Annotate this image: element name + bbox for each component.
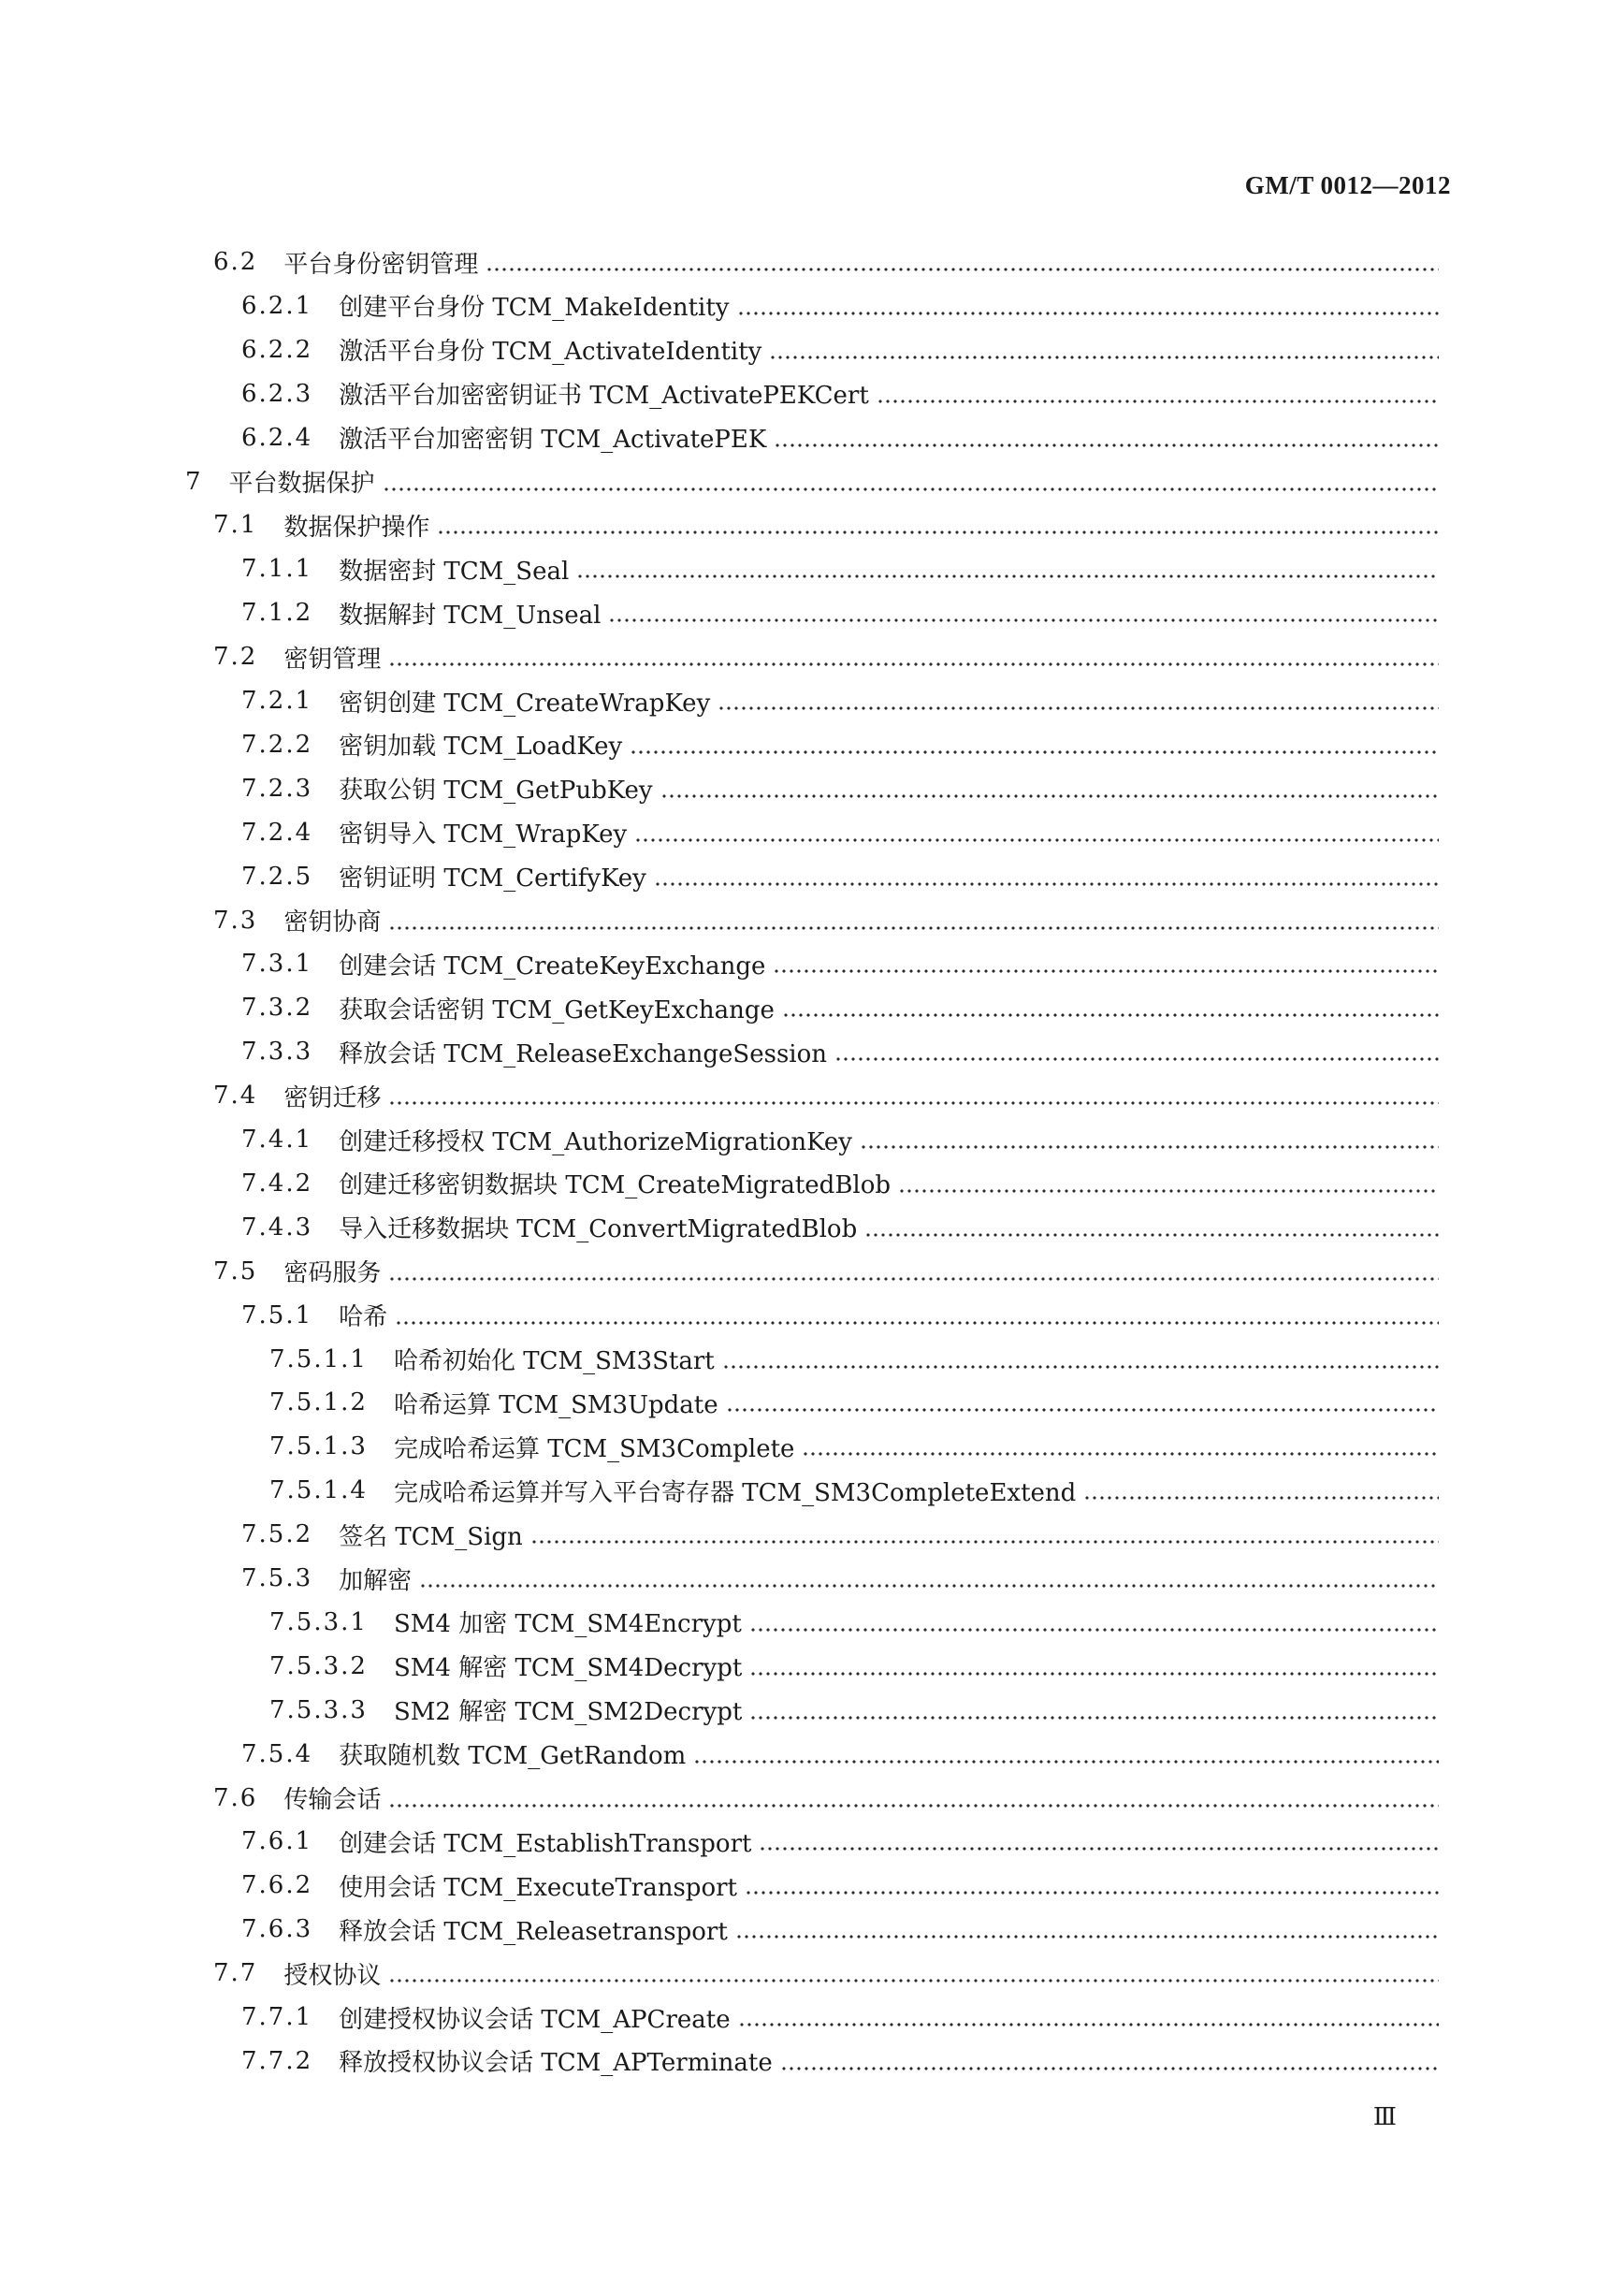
dot-leader <box>877 375 1439 413</box>
toc-entry[interactable] <box>241 1867 1439 1904</box>
toc-entry[interactable] <box>269 1692 1439 1729</box>
toc-entry-number: 7.1.1 <box>241 555 313 584</box>
toc-entry[interactable] <box>241 1736 1439 1773</box>
toc-entry-title: 导入迁移数据块 TCM_ConvertMigratedBlob <box>339 1215 858 1244</box>
toc-entry-number: 6.2 <box>213 248 258 276</box>
toc-entry[interactable] <box>241 331 1439 369</box>
dot-leader <box>388 902 1439 939</box>
dot-leader <box>759 1823 1439 1860</box>
toc-entry[interactable] <box>269 1648 1439 1685</box>
toc-entry-number: 6.2.2 <box>241 335 313 364</box>
toc-entry-title: 平台身份密钥管理 <box>283 250 479 279</box>
toc-entry-number: 7.1.2 <box>241 599 313 628</box>
dot-leader <box>388 1253 1439 1290</box>
toc-entry-title: SM4 加密 TCM_SM4Encrypt <box>393 1610 742 1639</box>
toc-entry-number: 7.1 <box>213 511 258 540</box>
dot-leader <box>774 419 1439 457</box>
toc-entry-number: 7.3.2 <box>241 994 313 1023</box>
toc-entry-number: 7.5.3 <box>241 1564 313 1592</box>
toc-entry-title: 密码服务 <box>283 1259 382 1288</box>
toc-entry-title: 密钥协商 <box>283 908 382 937</box>
toc-entry-title: 激活平台身份 TCM_ActivateIdentity <box>339 338 762 367</box>
toc-entry-title: 签名 TCM_Sign <box>339 1522 523 1551</box>
dot-leader <box>773 945 1439 982</box>
dot-leader <box>576 550 1439 588</box>
dot-leader <box>388 1779 1439 1817</box>
toc-entry-title: 创建迁移授权 TCM_AuthorizeMigrationKey <box>339 1127 852 1156</box>
toc-entry-number: 7.7 <box>213 1959 258 1988</box>
toc-entry-title: 平台数据保护 <box>228 470 375 498</box>
toc-entry[interactable] <box>241 945 1439 982</box>
dot-leader <box>1083 1472 1439 1509</box>
dot-leader <box>486 243 1439 281</box>
dot-leader <box>722 1341 1439 1378</box>
dot-leader <box>735 1910 1439 1948</box>
dot-leader <box>718 682 1439 719</box>
toc-entry-title: 释放会话 TCM_ReleaseExchangeSession <box>339 1039 827 1068</box>
dot-leader <box>802 1428 1439 1465</box>
toc-entry-number: 6.2.4 <box>241 423 313 452</box>
toc-entry[interactable] <box>241 1209 1439 1246</box>
toc-entry[interactable] <box>241 1297 1439 1334</box>
toc-entry-number: 7.3 <box>213 906 258 935</box>
toc-entry[interactable] <box>241 726 1439 763</box>
dot-leader <box>737 287 1440 325</box>
toc-entry-number: 7.7.2 <box>241 2046 313 2075</box>
dot-leader <box>898 1165 1439 1202</box>
dot-leader <box>834 1033 1439 1070</box>
toc-entry-number: 7.5.1 <box>241 1300 313 1329</box>
toc-entry-number: 7.4.3 <box>241 1213 313 1242</box>
toc-entry-title: 创建会话 TCM_EstablishTransport <box>339 1829 752 1858</box>
toc-entry[interactable] <box>241 1823 1439 1860</box>
toc-entry[interactable] <box>241 1033 1439 1070</box>
toc-entry[interactable] <box>269 1472 1439 1509</box>
toc-entry-number: 7.2.2 <box>241 730 313 759</box>
toc-entry[interactable] <box>241 419 1439 457</box>
dot-leader <box>726 1384 1439 1421</box>
dot-leader <box>769 331 1439 369</box>
toc-entry[interactable] <box>241 1121 1439 1158</box>
toc-entry[interactable] <box>213 1954 1439 1992</box>
toc-entry-title: 数据保护操作 <box>283 513 430 542</box>
toc-entry[interactable] <box>241 1165 1439 1202</box>
toc-entry[interactable] <box>269 1341 1439 1378</box>
toc-entry-number: 6.2.1 <box>241 291 313 320</box>
toc-entry-title: 密钥管理 <box>283 645 382 674</box>
toc-entry[interactable] <box>213 1253 1439 1290</box>
dot-leader <box>388 1077 1439 1114</box>
toc-entry-number: 7.6 <box>213 1783 258 1812</box>
dot-leader <box>749 1648 1439 1685</box>
document-id: GM/T 0012—2012 <box>1244 171 1451 199</box>
toc-entry-title: 密钥证明 TCM_CertifyKey <box>339 864 646 893</box>
toc-entry[interactable] <box>213 506 1439 544</box>
toc-entry-number: 7.4.1 <box>241 1126 313 1154</box>
toc-entry-number: 7.7.1 <box>241 2003 313 2031</box>
toc-entry-title: 获取公钥 TCM_GetPubKey <box>339 777 653 806</box>
toc-entry-title: 完成哈希运算并写入平台寄存器 TCM_SM3CompleteExtend <box>393 1478 1077 1507</box>
toc-entry-number: 7.2.3 <box>241 774 313 803</box>
toc-entry[interactable] <box>269 1604 1439 1641</box>
dot-leader <box>738 1998 1439 2036</box>
dot-leader <box>749 1692 1439 1729</box>
toc-entry-title: 哈希运算 TCM_SM3Update <box>393 1390 718 1419</box>
toc-entry[interactable] <box>241 594 1439 632</box>
dot-leader <box>660 770 1439 807</box>
toc-entry[interactable] <box>241 1560 1439 1597</box>
toc-entry-number: 7.4.2 <box>241 1169 313 1198</box>
toc-entry-number: 7.5.1.3 <box>269 1432 368 1461</box>
toc-entry-number: 7.6.2 <box>241 1871 313 1900</box>
toc-entry[interactable] <box>241 1516 1439 1553</box>
toc-entry[interactable] <box>213 243 1439 281</box>
toc-entry[interactable] <box>241 682 1439 719</box>
toc-entry-title: 创建迁移密钥数据块 TCM_CreateMigratedBlob <box>339 1171 892 1200</box>
toc-entry-number: 7.5.3.3 <box>269 1695 368 1724</box>
dot-leader <box>693 1736 1439 1773</box>
dot-leader <box>437 506 1439 544</box>
toc-entry[interactable] <box>241 375 1439 413</box>
toc-entry[interactable] <box>241 287 1439 325</box>
toc-entry-number: 7.5.3.2 <box>269 1651 368 1680</box>
toc-entry-title: 加解密 <box>339 1566 413 1595</box>
toc-entry-title: 哈希初始化 TCM_SM3Start <box>393 1347 715 1375</box>
toc-entry-title: 获取会话密钥 TCM_GetKeyExchange <box>339 995 775 1024</box>
toc-entry-number: 7.6.1 <box>241 1827 313 1856</box>
toc-entry[interactable] <box>241 989 1439 1026</box>
toc-entry-number: 7.5.3.1 <box>269 1607 368 1636</box>
toc-entry-title: 哈希 <box>339 1303 388 1332</box>
toc-entry-title: 使用会话 TCM_ExecuteTransport <box>339 1873 737 1902</box>
toc-entry-number: 7.5.2 <box>241 1520 313 1549</box>
toc-entry-number: 7.2.1 <box>241 687 313 715</box>
toc-entry-number: 7.5 <box>213 1256 258 1285</box>
toc-entry-number: 7.2 <box>213 643 258 672</box>
dot-leader <box>630 726 1439 763</box>
toc-entry-number: 6.2.3 <box>241 379 313 408</box>
toc-entry-title: 释放授权协议会话 TCM_APTerminate <box>339 2049 773 2078</box>
dot-leader <box>388 638 1439 675</box>
dot-leader <box>608 594 1439 632</box>
dot-leader <box>749 1604 1439 1641</box>
toc-entry-number: 7.4 <box>213 1082 258 1111</box>
page-number: Ⅲ <box>1372 2103 1397 2130</box>
toc-entry-number: 7.5.1.4 <box>269 1476 368 1505</box>
toc-entry-title: SM4 解密 TCM_SM4Decrypt <box>393 1654 743 1683</box>
toc-entry-number: 7.5.1.2 <box>269 1388 368 1417</box>
toc-entry-number: 7.5.4 <box>241 1739 313 1768</box>
toc-entry[interactable] <box>213 638 1439 675</box>
toc-entry-title: 授权协议 <box>283 1961 382 1990</box>
dot-leader <box>530 1516 1439 1553</box>
toc-entry-title: 密钥加载 TCM_LoadKey <box>339 733 623 762</box>
dot-leader <box>745 1867 1439 1904</box>
toc-entry-number: 7.3.1 <box>241 950 313 979</box>
toc-entry[interactable] <box>241 814 1439 851</box>
toc-entry[interactable] <box>241 858 1439 895</box>
toc-entry[interactable] <box>185 463 1439 501</box>
toc-entry-title: 获取随机数 TCM_GetRandom <box>339 1742 687 1771</box>
toc-entry-title: 密钥导入 TCM_WrapKey <box>339 821 628 850</box>
toc-entry[interactable] <box>241 1998 1439 2036</box>
toc-entry-title: 创建平台身份 TCM_MakeIdentity <box>339 294 730 323</box>
toc-entry-title: 数据解封 TCM_Unseal <box>339 601 602 630</box>
dot-leader <box>780 2042 1439 2080</box>
toc-entry-number: 7.3.3 <box>241 1038 313 1067</box>
dot-leader <box>864 1209 1439 1246</box>
toc-entry[interactable] <box>269 1428 1439 1465</box>
toc-entry-number: 7 <box>185 467 203 496</box>
dot-leader <box>860 1121 1439 1158</box>
toc-entry[interactable] <box>213 902 1439 939</box>
toc-entry[interactable] <box>213 1779 1439 1817</box>
dot-leader <box>383 463 1439 501</box>
toc-entry[interactable] <box>213 1077 1439 1114</box>
dot-leader <box>654 858 1439 895</box>
toc-entry[interactable] <box>241 550 1439 588</box>
dot-leader <box>388 1954 1439 1992</box>
toc-entry[interactable] <box>269 1384 1439 1421</box>
toc-entry-title: 密钥迁移 <box>283 1083 382 1112</box>
toc-entry-number: 7.2.5 <box>241 862 313 891</box>
toc-entry[interactable] <box>241 2042 1439 2080</box>
toc-entry-title: SM2 解密 TCM_SM2Decrypt <box>393 1698 743 1727</box>
toc-entry-number: 7.2.4 <box>241 818 313 847</box>
toc-entry-title: 激活平台加密密钥 TCM_ActivatePEK <box>339 426 767 455</box>
toc-entry-title: 数据密封 TCM_Seal <box>339 557 570 586</box>
toc-entry[interactable] <box>241 1910 1439 1948</box>
toc-entry-title: 完成哈希运算 TCM_SM3Complete <box>393 1434 795 1463</box>
dot-leader <box>782 989 1439 1026</box>
toc-entry-number: 7.6.3 <box>241 1915 313 1944</box>
toc-entry-title: 密钥创建 TCM_CreateWrapKey <box>339 689 711 718</box>
dot-leader <box>419 1560 1439 1597</box>
toc-entry-title: 激活平台加密密钥证书 TCM_ActivatePEKCert <box>339 382 869 411</box>
toc-entry-title: 释放会话 TCM_Releasetransport <box>339 1917 728 1946</box>
toc-entry-number: 7.5.1.1 <box>269 1344 368 1373</box>
toc-entry[interactable] <box>241 770 1439 807</box>
dot-leader <box>395 1297 1439 1334</box>
toc-entry-title: 传输会话 <box>283 1786 382 1814</box>
dot-leader <box>634 814 1439 851</box>
toc-entry-title: 创建授权协议会话 TCM_APCreate <box>339 2005 731 2034</box>
toc-entry-title: 创建会话 TCM_CreateKeyExchange <box>339 951 766 980</box>
